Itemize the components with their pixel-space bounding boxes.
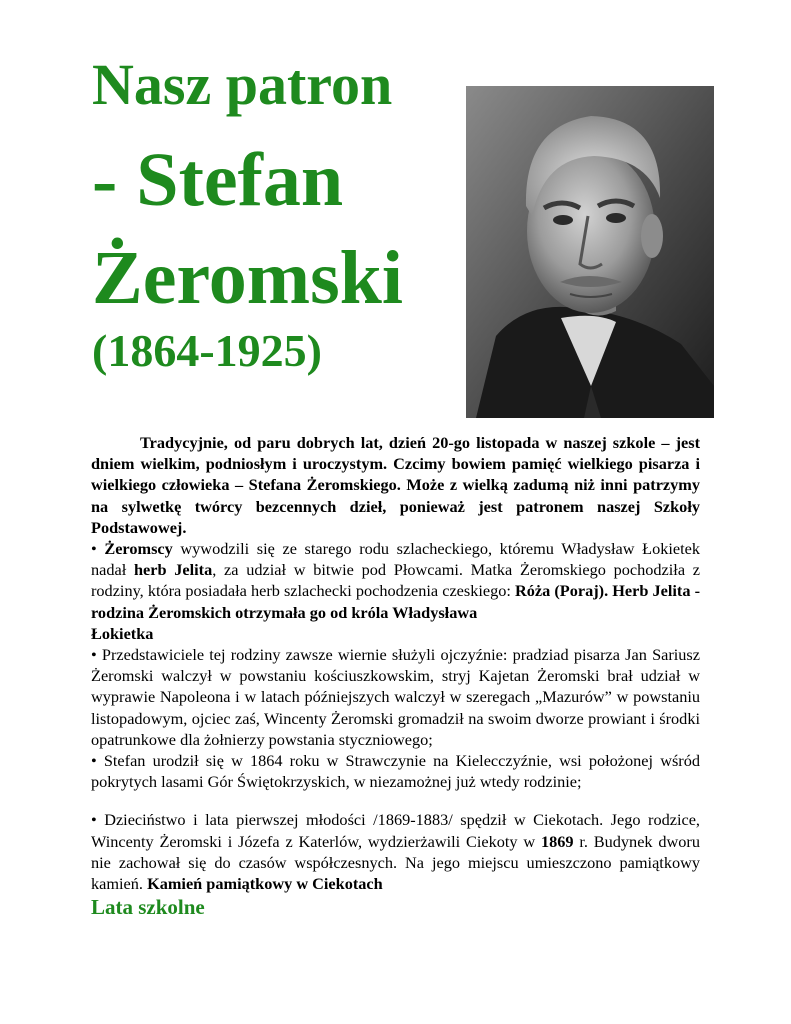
bold-text: Róża (Poraj). Herb Jelita - rodzina Żeromskich otrzymała go od króla Władysława [91, 581, 700, 622]
title-dates: (1864-1925) [92, 325, 322, 376]
bold-text: Łokietka [91, 623, 154, 643]
paragraph-text: • Dzieciństwo i lata pierwszej młodości /1869-1883/ spędził w Ciekotach. Jego rodzice, Wincenty Żeromski i Józefa z Katerlów, wydzierżawili Ciekoty w [91, 810, 700, 851]
ancestors-paragraph: • Przedstawiciele tej rodziny zawsze wiernie służyli ojczyźnie: pradziad pisarza Jan Sariusz Żeromski walczył w powstaniu kościuszkowskim, stryj Kajetan Żeromski brał udział w wyprawie Napoleona i w latach późniejszych walczył w szeregach „Mazurów” w powstaniu listopadowym, ojciec zaś, Wincenty Żeromski gromadził na swoim dworze prowiant i środki opatrunkowe dla żołnierzy powstania styczniowego; [91, 645, 700, 749]
paragraph-text: r. Budynek dworu nie zachował się do czasów współczesnych. Na jego miejscu umieszczono pamiątkowy kamień. [91, 831, 700, 894]
bold-text: herb Jelita [133, 560, 213, 580]
childhood-paragraph [91, 809, 700, 894]
section-heading-school-years: Lata szkolne [91, 895, 205, 920]
portrait-image [466, 86, 714, 418]
portrait-photo [466, 86, 714, 418]
paragraph-text: , za udział w bitwie pod Płowcami. Matka Żeromskiego pochodziła z rodziny, która posiadała herb szlachecki pochodzenia czeskiego: [91, 560, 700, 601]
paragraph-text: wywodzili się ze starego rodu szlacheckiego, któremu Władysław Łokietek nadał [91, 539, 700, 580]
intro-paragraph: Tradycyjnie, od paru dobrych lat, dzień 20-go listopada w naszej szkole – jest dniem wielkim, podniosłym i uroczystym. Czcimy bowiem pamięć wielkiego pisarza i wielkiego człowieka – Stefana Żeromskiego. Może z wielką zadumą niż inni patrzymy na sylwetkę twórcy bezcennych dzieł, ponieważ jest patronem naszej Szkoły Podstawowej. [91, 433, 700, 537]
bold-text: Żeromscy [104, 539, 173, 559]
bold-text: Kamień pamiątkowy w Ciekotach [147, 874, 383, 894]
family-paragraph [91, 538, 700, 623]
paragraph-gap [91, 792, 700, 809]
birth-paragraph: • Stefan urodził się w 1864 roku w Strawczynie na Kielecczyźnie, wsi położonej wśród pokrytych lasami Gór Świętokrzyskich, w niezamożnej już wtedy rodzinie; [91, 751, 700, 792]
title-line-1: Nasz patron [92, 52, 393, 117]
bullet: • [91, 539, 97, 559]
title-line-3: Żeromski [92, 236, 404, 320]
bold-text: 1869 [540, 831, 574, 851]
title-line-2: - Stefan [92, 138, 344, 222]
article-body [91, 432, 700, 920]
family-paragraph-end [91, 623, 700, 644]
